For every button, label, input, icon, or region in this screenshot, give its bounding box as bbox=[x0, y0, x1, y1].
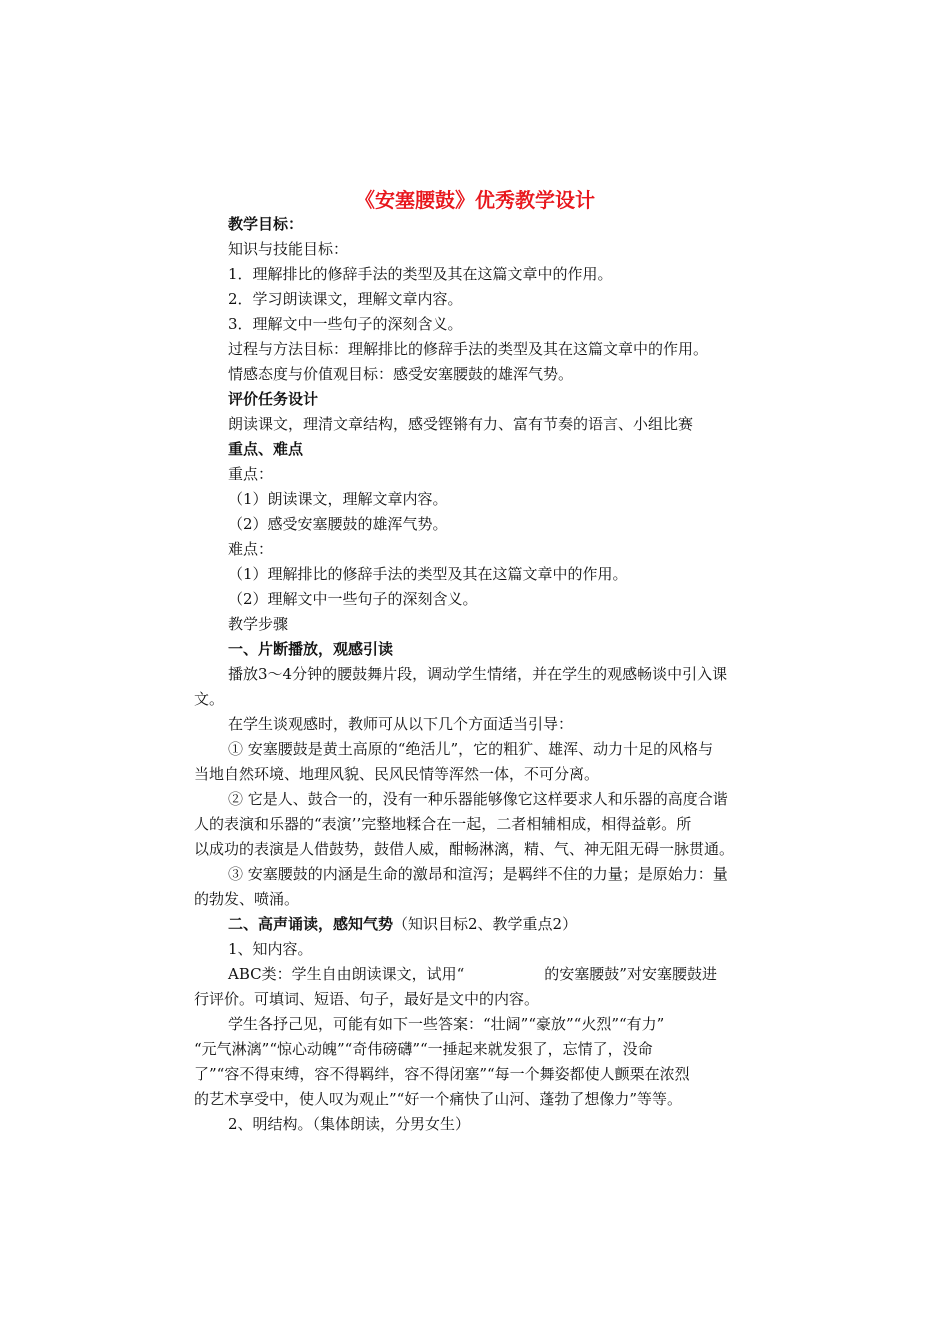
answers-line-4: 的艺术享受中，使人叹为观止”“好一个痛快了山河、蓬勃了想像力”等等。 bbox=[194, 1090, 683, 1108]
paragraph-1-line-1: 播放3～4分钟的腰鼓舞片段，调动学生情绪，并在学生的观感畅谈中引入课 bbox=[228, 665, 728, 683]
step2-heading-line bbox=[228, 912, 790, 937]
key-difficulty-heading: 重点、难点 bbox=[228, 440, 304, 458]
paragraph-4-line-1: ② 它是人、鼓合一的，没有一种乐器能够像它这样要求人和乐器的高度合谐 bbox=[228, 790, 728, 808]
document-body bbox=[194, 212, 790, 1137]
step2-heading: 二、高声诵读，感知气势 bbox=[228, 915, 394, 933]
answers-line-3: 了”“容不得束缚，容不得羁绊，容不得闭塞”“每一个舞姿都使人颤栗在浓烈 bbox=[194, 1065, 690, 1083]
difficulty-item-1: （1）理解排比的修辞手法的类型及其在这篇文章中的作用。 bbox=[228, 565, 628, 583]
abc-line-1 bbox=[228, 962, 790, 987]
step2-note: （知识目标2、教学重点2） bbox=[393, 915, 578, 933]
step1-heading: 一、片断播放，观感引读 bbox=[228, 640, 394, 658]
paragraph-1-line-2: 文。 bbox=[194, 690, 225, 708]
document-title: 《安塞腰鼓》优秀教学设计 bbox=[355, 188, 595, 212]
paragraph-3-line-1: ① 安塞腰鼓是黄土高原的“绝活儿”，它的粗犷、雄浑、动力十足的风格与 bbox=[228, 740, 714, 758]
abc-text-after-blank: 的安塞腰鼓”对安塞腰鼓进 bbox=[544, 965, 717, 983]
difficulty-label: 难点： bbox=[228, 540, 274, 558]
paragraph-5-line-1: ③ 安塞腰鼓的内涵是生命的激昂和渲泻；是羁绊不住的力量；是原始力：量 bbox=[228, 865, 728, 883]
difficulty-item-2: （2）理解文中一些句子的深刻含义。 bbox=[228, 590, 478, 608]
knowledge-label: 知识与技能目标： bbox=[228, 240, 349, 258]
paragraph-3-line-2: 当地自然环境、地理风貌、民风民情等浑然一体，不可分离。 bbox=[194, 765, 600, 783]
abc-text-before-blank: ABC类：学生自由朗读课文，试用“ bbox=[228, 965, 465, 983]
knowledge-item-2: 2．学习朗读课文，理解文章内容。 bbox=[228, 290, 463, 308]
process-goal: 过程与方法目标：理解排比的修辞手法的类型及其在这篇文章中的作用。 bbox=[228, 340, 709, 358]
key-label: 重点： bbox=[228, 465, 274, 483]
abc-line-2: 行评价。可填词、短语、句子，最好是文中的内容。 bbox=[194, 990, 540, 1008]
step2-item-1: 1、知内容。 bbox=[228, 940, 313, 958]
answers-line-1: 学生各抒己见，可能有如下一些答案：“壮阔”“豪放”“火烈”“有力” bbox=[228, 1015, 665, 1033]
key-item-2: （2）感受安塞腰鼓的雄浑气势。 bbox=[228, 515, 448, 533]
evaluation-text: 朗读课文，理清文章结构，感受铿锵有力、富有节奏的语言、小组比赛 bbox=[228, 415, 694, 433]
knowledge-item-3: 3．理解文中一些句子的深刻含义。 bbox=[228, 315, 463, 333]
key-item-1: （1）朗读课文，理解文章内容。 bbox=[228, 490, 448, 508]
emotion-goal: 情感态度与价值观目标：感受安塞腰鼓的雄浑气势。 bbox=[228, 365, 574, 383]
evaluation-heading: 评价任务设计 bbox=[228, 390, 319, 408]
paragraph-5-line-2: 的勃发、喷涌。 bbox=[194, 890, 300, 908]
knowledge-item-1: 1．理解排比的修辞手法的类型及其在这篇文章中的作用。 bbox=[228, 265, 613, 283]
paragraph-2: 在学生谈观感时，教师可从以下几个方面适当引导： bbox=[228, 715, 574, 733]
paragraph-4-line-2: 人的表演和乐器的“表演’’完整地糅合在一起，二者相辅相成，相得益彰。所 bbox=[194, 815, 692, 833]
answers-line-2: “元气淋漓”“惊心动魄”“奇伟磅礴”“一捶起来就发狠了，忘情了，没命 bbox=[194, 1040, 653, 1058]
paragraph-4-line-3: 以成功的表演是人借鼓势，鼓借人威，酣畅淋漓，精、气、神无阻无碍一脉贯通。 bbox=[194, 840, 735, 858]
steps-label: 教学步骤 bbox=[228, 615, 289, 633]
goals-heading: 教学目标： bbox=[228, 215, 304, 233]
step2-item-2: 2、明结构。（集体朗读，分男女生） bbox=[228, 1115, 471, 1133]
